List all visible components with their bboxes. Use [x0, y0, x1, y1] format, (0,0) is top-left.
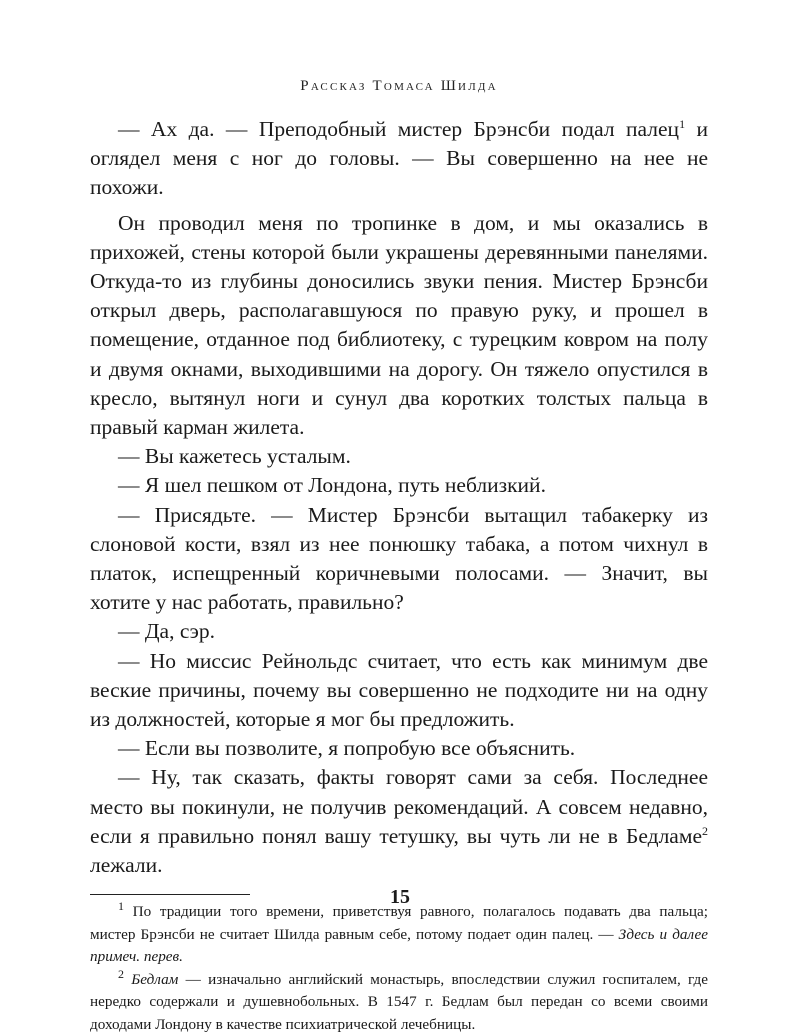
footnotes — [90, 901, 708, 1036]
running-head: Рассказ Томаса Шилда — [300, 78, 498, 94]
paragraph-9-text-end: лежали. — [90, 853, 163, 878]
paragraph-8: — Если вы позволите, я попробую все объяснить. — [118, 736, 576, 761]
footnote-2-text: — изначально английский монастырь, впоследствии служил госпиталем, где нередко содержали и душевнобольных. В 1547 г. Бедлам был передан со всеми своими доходами Лондону в качестве психиатрической лечебницы. — [90, 970, 708, 1033]
paragraph-4: — Я шел пешком от Лондона, путь неблизкий. — [118, 473, 546, 498]
paragraph-5: — Присядьте. — Мистер Брэнсби вытащил табакерку из слоновой кости, взял из нее понюшку табака, а потом чихнул в платок, испещренный коричневыми полосами. — Значит, вы хотите у нас работать, правильно? — [90, 502, 708, 615]
footnote-ref-1: 1 — [679, 116, 686, 131]
footnote-1-italic: Здесь и далее примеч. перев. — [90, 925, 708, 966]
paragraph-1 — [90, 115, 708, 203]
paragraph-3: — Вы кажетесь усталым. — [118, 444, 351, 469]
footnote-2-term: Бедлам — [131, 970, 179, 988]
paragraph-2: Он проводил меня по тропинке в дом, и мы оказались в прихожей, стены которой были украшены деревянными панелями. Откуда-то из глубины доносились звуки пения. Мистер Брэнсби открыл дверь, располагавшуюся по правую руку, и прошел в помещение, отданное под библиотеку, с турецким ковром на полу и двумя окнами, выходившими на дорогу. Он тяжело опустился в кресло, вытянул ноги и сунул два коротких толстых пальца в правый карман жилета. — [90, 210, 708, 440]
page-number: 15 — [390, 886, 410, 908]
paragraph-6: — Да, сэр. — [118, 619, 215, 644]
footnote-mark-2: 2 — [118, 966, 124, 981]
footnote-1 — [90, 901, 708, 969]
paragraph-1-text-start: — Ах да. — Преподобный мистер Брэнсби подал палец — [118, 117, 680, 141]
body-text — [90, 115, 708, 880]
footnote-ref-2: 2 — [702, 823, 708, 838]
footnote-mark-1: 1 — [118, 899, 124, 914]
paragraph-9 — [90, 763, 708, 880]
paragraph-1-text-end: и оглядел меня с ног до головы. — Вы совершенно на нее не похожи. — [90, 117, 708, 200]
footnote-2 — [90, 966, 708, 1036]
paragraph-9-text-start: — Ну, так сказать, факты говорят сами за себя. Последнее место вы покинули, не получив рекомендаций. А совсем недавно, если я правильно понял вашу тетушку, вы чуть ли не в Бедламе — [90, 765, 708, 848]
paragraph-7: — Но миссис Рейнольдс считает, что есть как минимум две веские причины, почему вы совершенно не подходите ни на одну из должностей, которые я мог бы предложить. — [90, 648, 708, 732]
footnote-1-text: По традиции того времени, приветствуя равного, полагалось подавать два пальца; мистер Брэнсби не считает Шилда равным себе, потому подает один палец. — — [90, 903, 709, 943]
